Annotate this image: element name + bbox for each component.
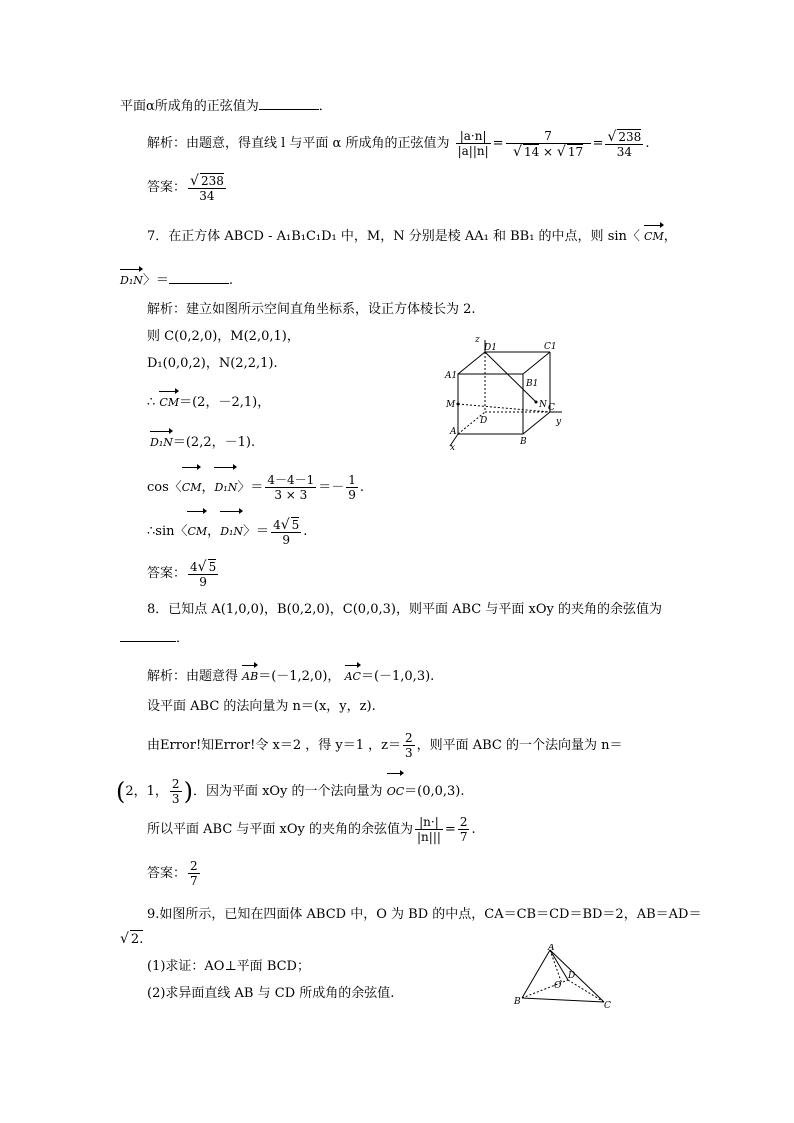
svg-text:C: C <box>548 403 555 413</box>
svg-text:z: z <box>475 335 480 345</box>
q6-analysis: 解析：由题意，得直线 l 与平面 α 所成角的正弦值为 $\frac{|a\cdot n|}{|a||n|}$ = $\frac{7}{√ 14 \times √ 17}$ = $\frac{√ 238}{34}$ . <box>147 128 650 160</box>
q6-answer: 答案： $\frac{√ 238}{34}$ <box>147 172 224 203</box>
q6-answer-frac: $\frac{√ 238}{34}$ <box>190 172 224 203</box>
vector-cm: CM <box>644 222 664 246</box>
svg-text:B: B <box>520 437 527 447</box>
svg-text:A: A <box>548 944 555 953</box>
answer-blank <box>259 109 319 110</box>
q7-sin: ∴sin〈CM，D₁N〉＝ $\frac{4√ 5}{9}$ . <box>147 508 307 550</box>
q9-stem: 9.如图所示，已知在四面体 ABCD 中，O 为 BD 的中点，CA＝CB＝CD＝BD＝2，AB＝AD＝ <box>147 907 702 922</box>
svg-text:C: C <box>604 1001 611 1010</box>
q8-analysis: 解析：由题意得 AB＝(－1,2,0)， AC＝(－1,0,3). <box>147 662 434 686</box>
q9-part-1: (1)求证：AO⊥平面 BCD； <box>147 959 310 974</box>
q7-coords-1: 则 C(0,2,0)，M(2,0,1)， <box>147 329 300 344</box>
q7-cos: cos〈CM，D₁N〉＝ $\frac{4-4-1}{3 \times 3}$ ＝－ $\frac{1}{9}$ . <box>147 464 364 506</box>
q7-answer: 答案： $\frac{4√ 5}{9}$ <box>147 558 217 589</box>
q8-normal-vector: (2，1， $\frac{2}{3}$ )．因为平面 xOy 的一个法向量为 OC＝(0,0,3). <box>116 770 464 808</box>
answer-blank <box>120 641 176 642</box>
svg-text:D: D <box>568 971 576 981</box>
q6-frac-3: $\frac{√ 238}{34}$ <box>607 128 642 159</box>
q7-analysis: 解析：建立如图所示空间直角坐标系，设正方体棱长为 2. <box>147 302 476 317</box>
q6-frac-2: $\frac{7}{√ 14 \times √ 17}$ <box>506 129 591 159</box>
q8-answer: 答案： $\frac{2}{7}$ <box>147 859 198 888</box>
q8-error-line: 由Error!知Error!令 x＝2 ，得 y＝1 ，z＝ $\frac{2}{3}$ ，则平面 ABC 的一个法向量为 n＝ <box>147 731 623 760</box>
q9-stem-2: √ 2. <box>120 931 144 947</box>
svg-text:B: B <box>514 997 521 1007</box>
answer-blank <box>169 283 229 284</box>
q7-cm-vector: ∴ CM＝(2，－2,1)， <box>147 388 270 412</box>
q6-stem-tail: 平面α所成角的正弦值为 ． <box>120 99 332 114</box>
svg-text:N: N <box>539 400 547 410</box>
q6-frac-1: $\frac{|a\cdot n|}{|a||n|}$ <box>457 129 489 158</box>
svg-text:y: y <box>556 417 562 427</box>
vector-d1n: D₁N <box>120 266 143 290</box>
svg-text:x: x <box>450 443 456 453</box>
svg-text:C1: C1 <box>544 342 557 352</box>
q9-part-2: (2)求异面直线 AB 与 CD 所成角的余弦值. <box>147 986 395 1001</box>
q7-d1n-vector: D₁N＝(2,2，－1). <box>150 428 255 452</box>
svg-text:D: D <box>480 416 488 426</box>
svg-text:A1: A1 <box>445 371 458 381</box>
q8-cos: 所以平面 ABC 与平面 xOy 的夹角的余弦值为 $\frac{|n\cdot|}{|n|||}$ = $\frac{2}{7}$ . <box>147 815 476 844</box>
q8-normal: 设平面 ABC 的法向量为 n＝(x，y，z). <box>147 699 376 714</box>
q7-stem: 7．在正方体 ABCD - A₁B₁C₁D₁ 中，M，N 分别是棱 AA₁ 和 BB₁ 的中点，则 sin〈 CM， <box>147 222 677 246</box>
q7-stem-2: D₁N〉＝ . <box>120 266 233 290</box>
tetrahedron-diagram <box>512 944 616 1010</box>
q8-stem: 8．已知点 A(1,0,0)，B(0,2,0)，C(0,0,3)，则平面 ABC 与平面 xOy 的夹角的余弦值为 <box>147 602 662 617</box>
svg-text:D1: D1 <box>484 343 497 353</box>
svg-text:A: A <box>450 427 457 437</box>
cube-diagram <box>440 334 570 454</box>
q7-coords-2: D₁(0,0,2)，N(2,2,1). <box>147 356 278 371</box>
q6-analysis-text: 解析：由题意，得直线 l 与平面 α 所成角的正弦值为 <box>147 136 450 151</box>
q6-stem-text: 平面α所成角的正弦值为 <box>120 99 259 114</box>
svg-text:B1: B1 <box>526 379 539 389</box>
q8-blank-line: ． <box>120 630 189 648</box>
svg-text:O: O <box>554 981 562 991</box>
svg-text:M: M <box>446 400 456 410</box>
